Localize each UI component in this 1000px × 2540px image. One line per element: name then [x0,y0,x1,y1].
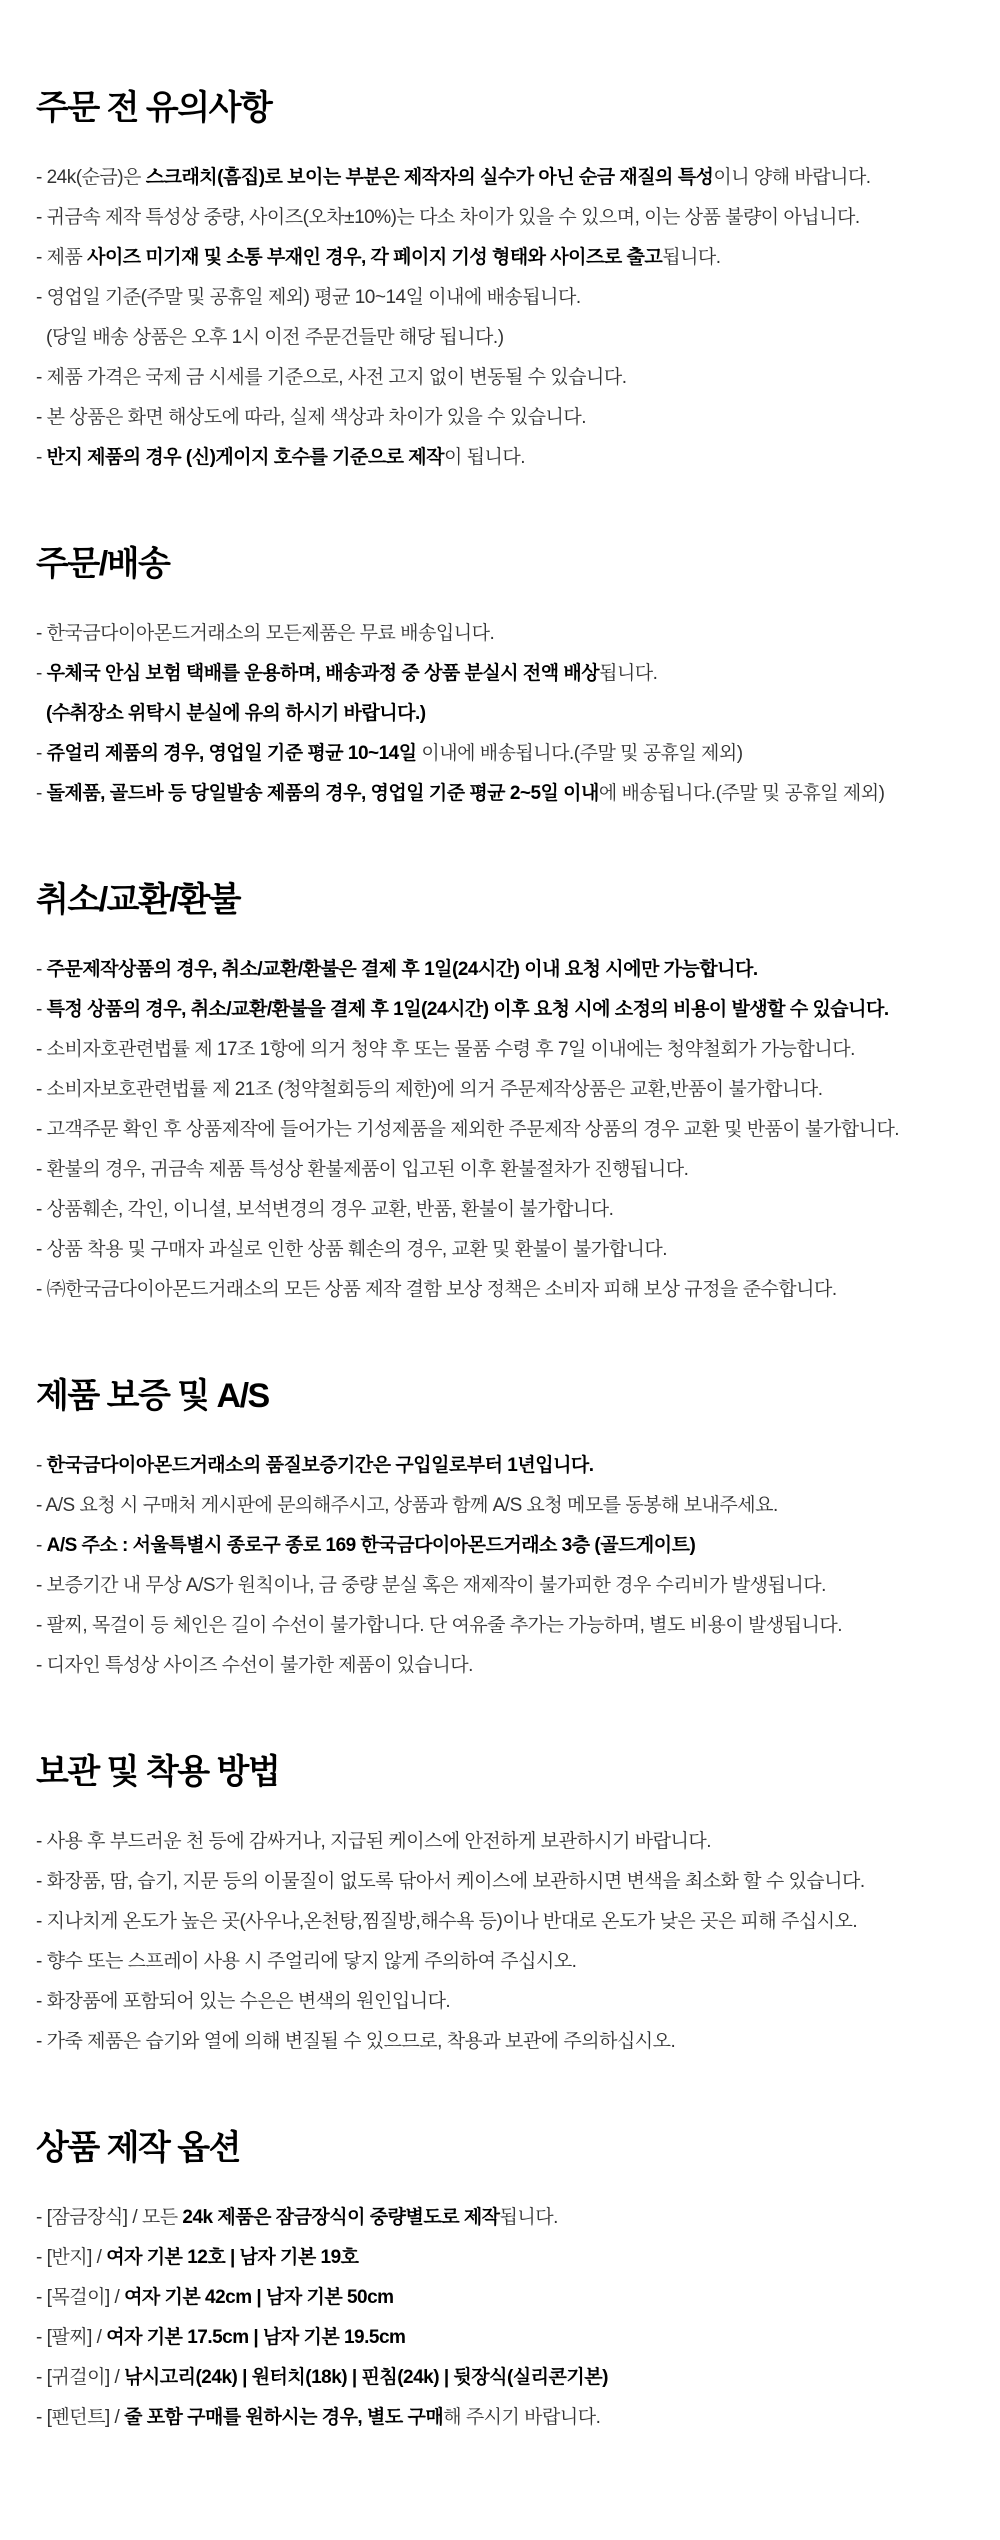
notice-list [36,1446,964,1686]
notice-item [36,198,964,238]
notice-text: - 사용 후 부드러운 천 등에 감싸거나, 지급된 케이스에 안전하게 보관하시기 바랍니다. [36,1831,711,1852]
notice-text-bold: 여자 기본 42cm | 남자 기본 50cm [124,2287,394,2308]
notice-text-bold: 여자 기본 12호 | 남자 기본 19호 [106,2247,359,2268]
notice-text: - 소비자호관련법률 제 17조 1항에 의거 청약 후 또는 물품 수령 후 7일 이내에는 청약철회가 가능합니다. [36,1039,855,1060]
notice-item [36,318,964,358]
notice-text-bold: 돌제품, 골드바 등 당일발송 제품의 경우, 영업일 기준 평균 2~5일 이내 [46,783,599,804]
notice-item [36,2278,964,2318]
notice-text: - [36,663,47,684]
section-pre-order-notice [36,86,964,478]
notice-list [36,614,964,814]
notice-item [36,398,964,438]
notice-item [36,2238,964,2278]
notice-text: - [36,783,47,804]
notice-item [36,654,964,694]
notice-text: - [팔찌] / [36,2327,107,2348]
notice-item [36,950,964,990]
notice-text: - 소비자보호관련법률 제 21조 (청약철회등의 제한)에 의거 주문제작상품은 교환,반품이 불가합니다. [36,1079,823,1100]
notice-text: - 디자인 특성상 사이즈 수선이 불가한 제품이 있습니다. [36,1655,473,1676]
notice-item [36,358,964,398]
notice-text: - [36,1535,47,1556]
section-warranty-as [36,1374,964,1686]
notice-text-bold: 우체국 안심 보험 택배를 운용하며, 배송과정 중 상품 분실시 전액 배상 [46,663,600,684]
notice-item [36,614,964,654]
notice-item [36,1270,964,1310]
notice-text: - [잠금장식] / 모든 [36,2207,183,2228]
notice-item [36,1030,964,1070]
notice-text: - 제품 [36,247,88,268]
notice-item [36,1110,964,1150]
notice-text: - 한국금다이아몬드거래소의 모든제품은 무료 배송입니다. [36,623,495,644]
notice-text: 이내에 배송됩니다.(주말 및 공휴일 제외) [416,743,743,764]
notice-item [36,1150,964,1190]
notice-list [36,950,964,1310]
notice-item [36,1566,964,1606]
notice-text-bold: 24k 제품은 잠금장식이 중량별도로 제작 [182,2207,500,2228]
notice-text-bold: 쥬얼리 제품의 경우, 영업일 기준 평균 10~14일 [46,743,417,764]
notice-text: - [귀걸이] / [36,2367,125,2388]
notice-item [36,734,964,774]
notice-text: - [36,743,47,764]
notice-text: 됩니다. [599,663,658,684]
notice-text-bold: 한국금다이아몬드거래소의 품질보증기간은 구입일로부터 1년입니다. [46,1455,594,1476]
notice-item [36,2398,964,2438]
section-cancel-exchange-refund [36,878,964,1310]
notice-text-bold: 낚시고리(24k) | 원터치(18k) | 핀침(24k) | 뒷장식(실리콘기본) [124,2367,608,2388]
notice-text: - 화장품, 땀, 습기, 지문 등의 이물질이 없도록 닦아서 케이스에 보관하시면 변색을 최소화 할 수 있습니다. [36,1871,865,1892]
notice-item [36,1942,964,1982]
notice-text-bold: 사이즈 미기재 및 소통 부재인 경우, 각 페이지 기성 형태와 사이즈로 출고 [87,247,663,268]
notice-text: (당일 배송 상품은 오후 1시 이전 주문건들만 해당 됩니다.) [46,327,504,348]
notice-text: - 영업일 기준(주말 및 공휴일 제외) 평균 10~14일 이내에 배송됩니다. [36,287,581,308]
notice-text: - 상품훼손, 각인, 이니셜, 보석변경의 경우 교환, 반품, 환불이 불가합니다. [36,1199,614,1220]
notice-text: - [반지] / [36,2247,107,2268]
notice-item [36,990,964,1030]
notice-text: 이니 양해 바랍니다. [713,167,871,188]
notice-text: 에 배송됩니다.(주말 및 공휴일 제외) [598,783,885,804]
notice-list [36,2198,964,2438]
notice-item [36,1606,964,1646]
notice-item [36,1070,964,1110]
notice-item [36,238,964,278]
notice-text: - [36,959,47,980]
section-title: 상품 제작 옵션 [36,2129,240,2167]
notice-item [36,278,964,318]
notice-text: - 지나치게 온도가 높은 곳(사우나,온천탕,찜질방,해수욕 등)이나 반대로 온도가 낮은 곳은 피해 주십시오. [36,1911,858,1932]
notice-text-bold: 특정 상품의 경우, 취소/교환/환불을 결제 후 1일(24시간) 이후 요청 시에 소정의 비용이 발생할 수 있습니다. [46,999,889,1020]
notice-item [36,2022,964,2062]
notice-text: - 상품 착용 및 구매자 과실로 인한 상품 훼손의 경우, 교환 및 환불이 불가합니다. [36,1239,667,1260]
notice-text: - 제품 가격은 국제 금 시세를 기준으로, 사전 고지 없이 변동될 수 있습니다. [36,367,627,388]
notice-item [36,1190,964,1230]
notice-text: 해 주시기 바랍니다. [443,2407,601,2428]
notice-item [36,158,964,198]
notice-item [36,1526,964,1566]
notice-text: - [펜던트] / [36,2407,125,2428]
notice-text-bold: 줄 포함 구매를 원하시는 경우, 별도 구매 [124,2407,444,2428]
notice-item [36,1982,964,2022]
notice-item [36,694,964,734]
notice-text-bold: 반지 제품의 경우 (신)게이지 호수를 기준으로 제작 [46,447,445,468]
notice-text: - [36,999,47,1020]
notice-item [36,1230,964,1270]
section-product-options [36,2126,964,2438]
notice-item [36,1862,964,1902]
notice-list [36,158,964,478]
notice-text: - 보증기간 내 무상 A/S가 원칙이나, 금 중량 분실 혹은 재제작이 불가피한 경우 수리비가 발생됩니다. [36,1575,826,1596]
notice-list [36,1822,964,2062]
notice-text: 됩니다. [662,247,721,268]
notice-item [36,2318,964,2358]
notice-item [36,2198,964,2238]
notice-item [36,774,964,814]
notice-text: - [36,1455,47,1476]
notice-item [36,438,964,478]
notice-text-bold: (수취장소 위탁시 분실에 유의 하시기 바랍니다.) [46,703,426,724]
notice-text: 됩니다. [499,2207,558,2228]
notice-text: - 가죽 제품은 습기와 열에 의해 변질될 수 있으므로, 착용과 보관에 주의하십시오. [36,2031,676,2052]
section-title: 취소/교환/환불 [36,881,240,919]
section-title: 주문/배송 [36,545,170,583]
notice-text: - 화장품에 포함되어 있는 수은은 변색의 원인입니다. [36,1991,451,2012]
notice-text: - 팔찌, 목걸이 등 체인은 길이 수선이 불가합니다. 단 여유줄 추가는 가능하며, 별도 비용이 발생됩니다. [36,1615,843,1636]
notice-text: - [36,447,47,468]
notice-text-bold: 스크래치(흠집)로 보이는 부분은 제작자의 실수가 아닌 순금 재질의 특성 [145,167,714,188]
notice-item [36,1446,964,1486]
notice-item [36,1822,964,1862]
notice-text: - 귀금속 제작 특성상 중량, 사이즈(오차±10%)는 다소 차이가 있을 수 있으며, 이는 상품 불량이 아닙니다. [36,207,860,228]
notice-text-bold: A/S 주소 : 서울특별시 종로구 종로 169 한국금다이아몬드거래소 3층 (골드게이트) [46,1535,696,1556]
notice-item [36,1486,964,1526]
notice-text: - [목걸이] / [36,2287,125,2308]
notice-text-bold: 여자 기본 17.5cm | 남자 기본 19.5cm [106,2327,406,2348]
notice-text: - 환불의 경우, 귀금속 제품 특성상 환불제품이 입고된 이후 환불절차가 진행됩니다. [36,1159,689,1180]
notice-text: - 본 상품은 화면 해상도에 따라, 실제 색상과 차이가 있을 수 있습니다. [36,407,587,428]
section-storage-wearing [36,1750,964,2062]
section-title: 주문 전 유의사항 [36,89,272,127]
notice-text: - 고객주문 확인 후 상품제작에 들어가는 기성제품을 제외한 주문제작 상품의 경우 교환 및 반품이 불가합니다. [36,1119,900,1140]
notice-text: - ㈜한국금다이아몬드거래소의 모든 상품 제작 결함 보상 정책은 소비자 피해 보상 규정을 준수합니다. [36,1279,837,1300]
notice-text: - 24k(순금)은 [36,167,146,188]
section-order-shipping [36,542,964,814]
notice-item [36,1646,964,1686]
notice-text: - 향수 또는 스프레이 사용 시 주얼리에 닿지 않게 주의하여 주십시오. [36,1951,577,1972]
notice-text: 이 됩니다. [444,447,526,468]
notice-text-bold: 주문제작상품의 경우, 취소/교환/환불은 결제 후 1일(24시간) 이내 요청 시에만 가능합니다. [46,959,758,980]
notice-item [36,1902,964,1942]
section-title: 보관 및 착용 방법 [36,1753,280,1791]
notice-item [36,2358,964,2398]
section-title: 제품 보증 및 A/S [36,1377,269,1415]
notice-text: - A/S 요청 시 구매처 게시판에 문의해주시고, 상품과 함께 A/S 요청 메모를 동봉해 보내주세요. [36,1495,778,1516]
